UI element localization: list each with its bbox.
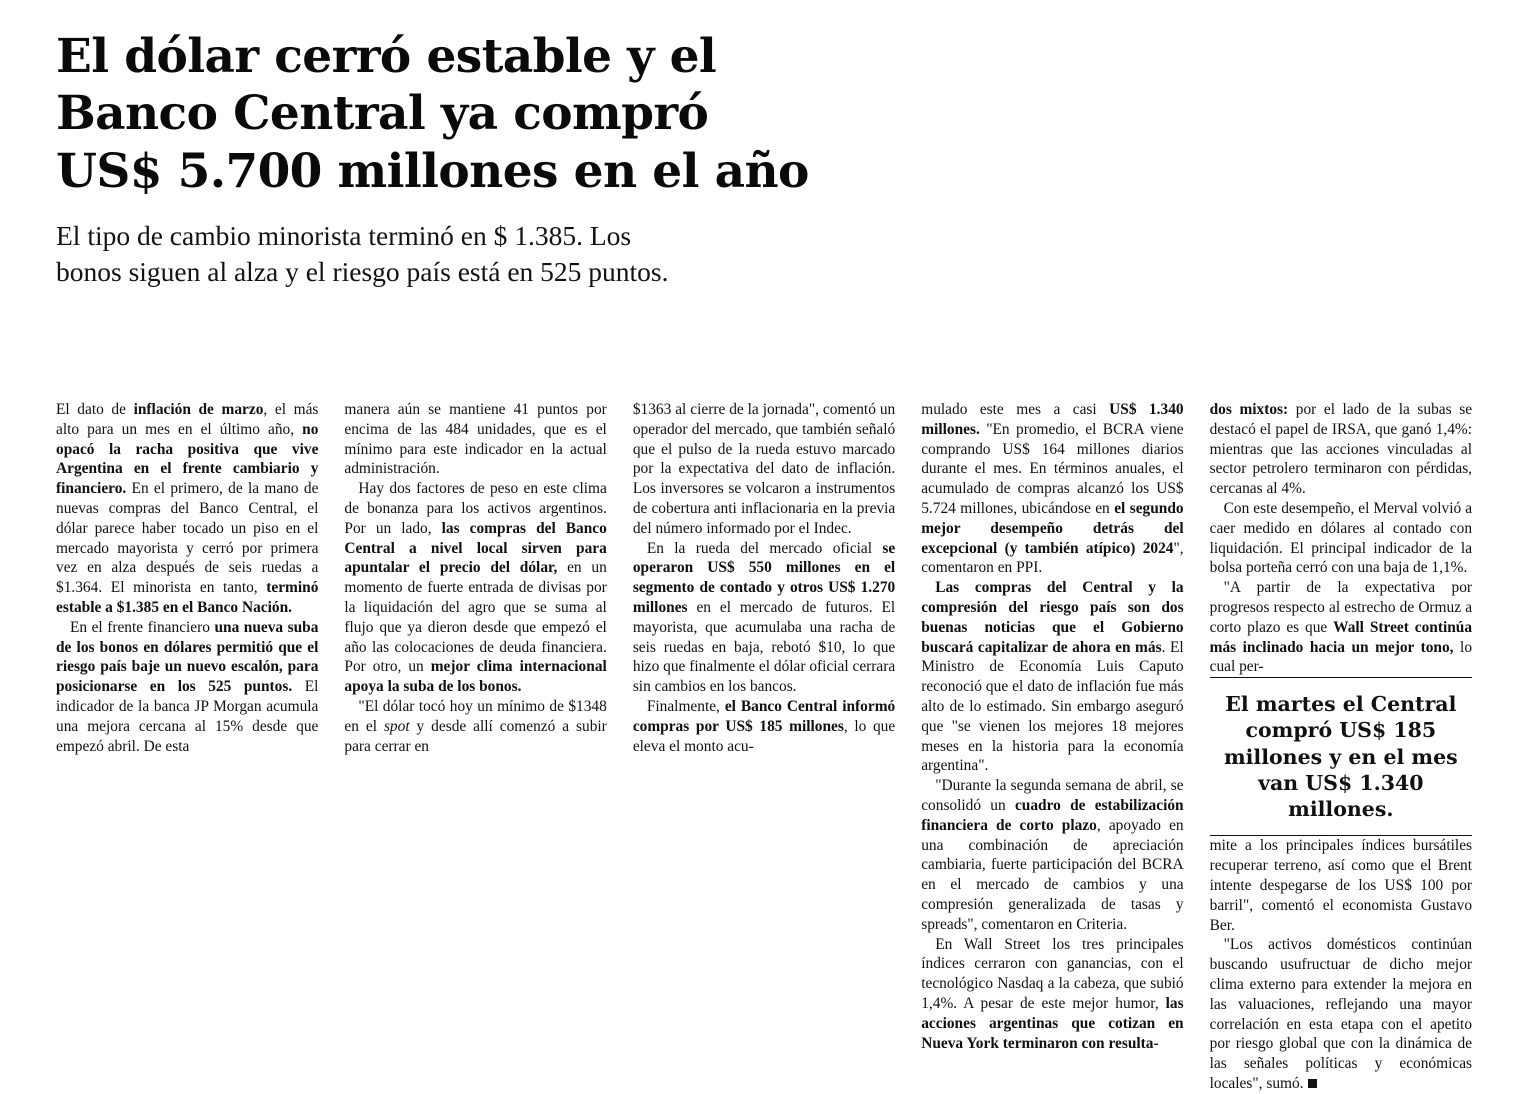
headline-line-1: El dólar cerró estable y el	[56, 29, 717, 84]
paragraph: Con este desempeño, el Merval volvió a caer medido en dólares al contado con liquidación. El principal indicador de la bolsa porteña cerró con una baja de 1,1%.	[1209, 499, 1473, 577]
paragraph: "A partir de la expectativa por progresos respecto al estrecho de Ormuz a corto plazo es que Wall Street continúa más inclinado hacia un mejor tono, lo cual per-	[1209, 579, 1473, 676]
paragraph: "Los activos domésticos continúan buscando usufructuar de dicho mejor clima externo para extender la mejora en las valuaciones, reflejando una mayor correlación en esta etapa con el apetito por riesgo global que con la dinámica de las señales políticas y económicas locales", sumó.	[1209, 936, 1473, 1092]
paragraph: El dato de inflación de marzo, el más alto para un mes en el último año, no opacó la racha positiva que vive Argentina en el frente cambiario y financiero. En el primero, de la mano de nuevas compras del Banco Central, el dólar parece haber tocado un piso en el mercado mayorista y cerró por primera vez en alza después de seis ruedas a $1.364. El minorista en tanto, terminó estable a $1.385 en el Banco Nación.	[56, 401, 319, 616]
paragraph: "Durante la segunda semana de abril, se consolidó un cuadro de estabilización financiera de corto plazo, apoyado en una combinación de apreciación cambiaria, fuerte participación del BCRA en el mercado de cambios y una compresión generalizada de tasas y spreads", comentaron en Criteria.	[921, 777, 1184, 933]
headline-line-2: Banco Central ya compró	[56, 86, 709, 142]
paragraph: En el frente financiero una nueva suba de los bonos en dólares permitió que el riesgo país baje un nuevo escalón, para posicionarse en los 525 puntos. El indicador de la banca JP Morgan acumula una mejora cercana al 15% desde que empezó abril. De esta	[56, 618, 319, 755]
article-column-2	[344, 400, 606, 891]
paragraph: Finalmente, el Banco Central informó compras por US$ 185 millones, lo que eleva el monto acu-	[632, 697, 896, 755]
paragraph: En la rueda del mercado oficial se operaron US$ 550 millones en el segmento de contado y otros US$ 1.270 millones en el mercado de futuros. El mayorista, que acumulaba una racha de seis ruedas en baja, rebotó $10, lo que hizo que finalmente el dólar oficial cerrara sin cambios en los bancos.	[632, 539, 896, 696]
paragraph: "El dólar tocó hoy un mínimo de $1348 en el spot y desde allí comenzó a subir para cerrar en	[344, 697, 607, 755]
pull-quote: El martes el Central compró US$ 185 millones y en el mes van US$ 1.340 millones.	[1210, 677, 1472, 836]
page-title	[56, 28, 876, 200]
subhead-line-1: El tipo de cambio minorista terminó en $ 1.385. Los	[56, 219, 632, 251]
end-mark	[1308, 1079, 1317, 1088]
article-column-4	[921, 400, 1184, 1052]
paragraph: Hay dos factores de peso en este clima de bonanza para los activos argentinos. Por un lado, las compras del Banco Central a nivel local sirven para apuntalar el precio del dólar, en un momento de fuerte entrada de divisas por la liquidación del agro que se suma al flujo que ya dieron desde que empezó el año las colocaciones de deuda financiera. Por otro, un mejor clima internacional apoya la suba de los bonos.	[344, 480, 607, 696]
paragraph: dos mixtos: por el lado de la subas se destacó el papel de IRSA, que ganó 1,4%: mientras que las acciones vinculadas al sector petrolero terminaron con pérdidas, cercanas al 4%.	[1209, 401, 1473, 498]
subhead-line-2: bonos siguen al alza y el riesgo país está en 525 puntos.	[56, 256, 669, 288]
article-column-1	[56, 400, 318, 891]
paragraph: Las compras del Central y la compresión del riesgo país son dos buenas noticias que el Gobierno buscará capitalizar de ahora en más. El Ministro de Economía Luis Caputo reconoció que el dato de inflación fue más alto de lo estimado. Sin embargo aseguró que "se vienen los mejores 18 mejores meses en la historia para la economía argentina".	[921, 579, 1184, 775]
article-column-3	[633, 400, 895, 891]
paragraph: mulado este mes a casi US$ 1.340 millones. "En promedio, el BCRA viene comprando US$ 164 millones diarios durante el mes. En términos anuales, el acumulado de compras alcanzó los US$ 5.724 millones, ubicándose en el segundo mejor desempeño detrás del excepcional (y también atípico) 2024", comentaron en PPI.	[921, 401, 1184, 577]
article-column-5	[1209, 400, 1473, 1092]
paragraph: En Wall Street los tres principales índices cerraron con ganancias, con el tecnológico Nasdaq a la cabeza, que subió 1,4%. A pesar de este mejor humor, las acciones argentinas que cotizan en Nueva York terminaron con resulta-	[921, 935, 1184, 1052]
article-subhead	[56, 218, 886, 291]
article-body	[56, 400, 1473, 1092]
paragraph: $1363 al cierre de la jornada", comentó un operador del mercado, que también señaló que el pulso de la rueda estuvo marcado por la expectativa del dato de inflación. Los inversores se volcaron a instrumentos de cobertura anti inflacionaria en la previa del número informado por el Indec.	[632, 401, 896, 537]
paragraph: mite a los principales índices bursátiles recuperar terreno, así como que el Brent intente despegarse de los US$ 100 por barril", comentó el economista Gustavo Ber.	[1209, 837, 1473, 934]
paragraph: manera aún se mantiene 41 puntos por encima de las 484 unidades, que es el mínimo para este indicador en la actual administración.	[344, 401, 607, 478]
headline-line-3: US$ 5.700 millones en el año	[56, 143, 809, 199]
